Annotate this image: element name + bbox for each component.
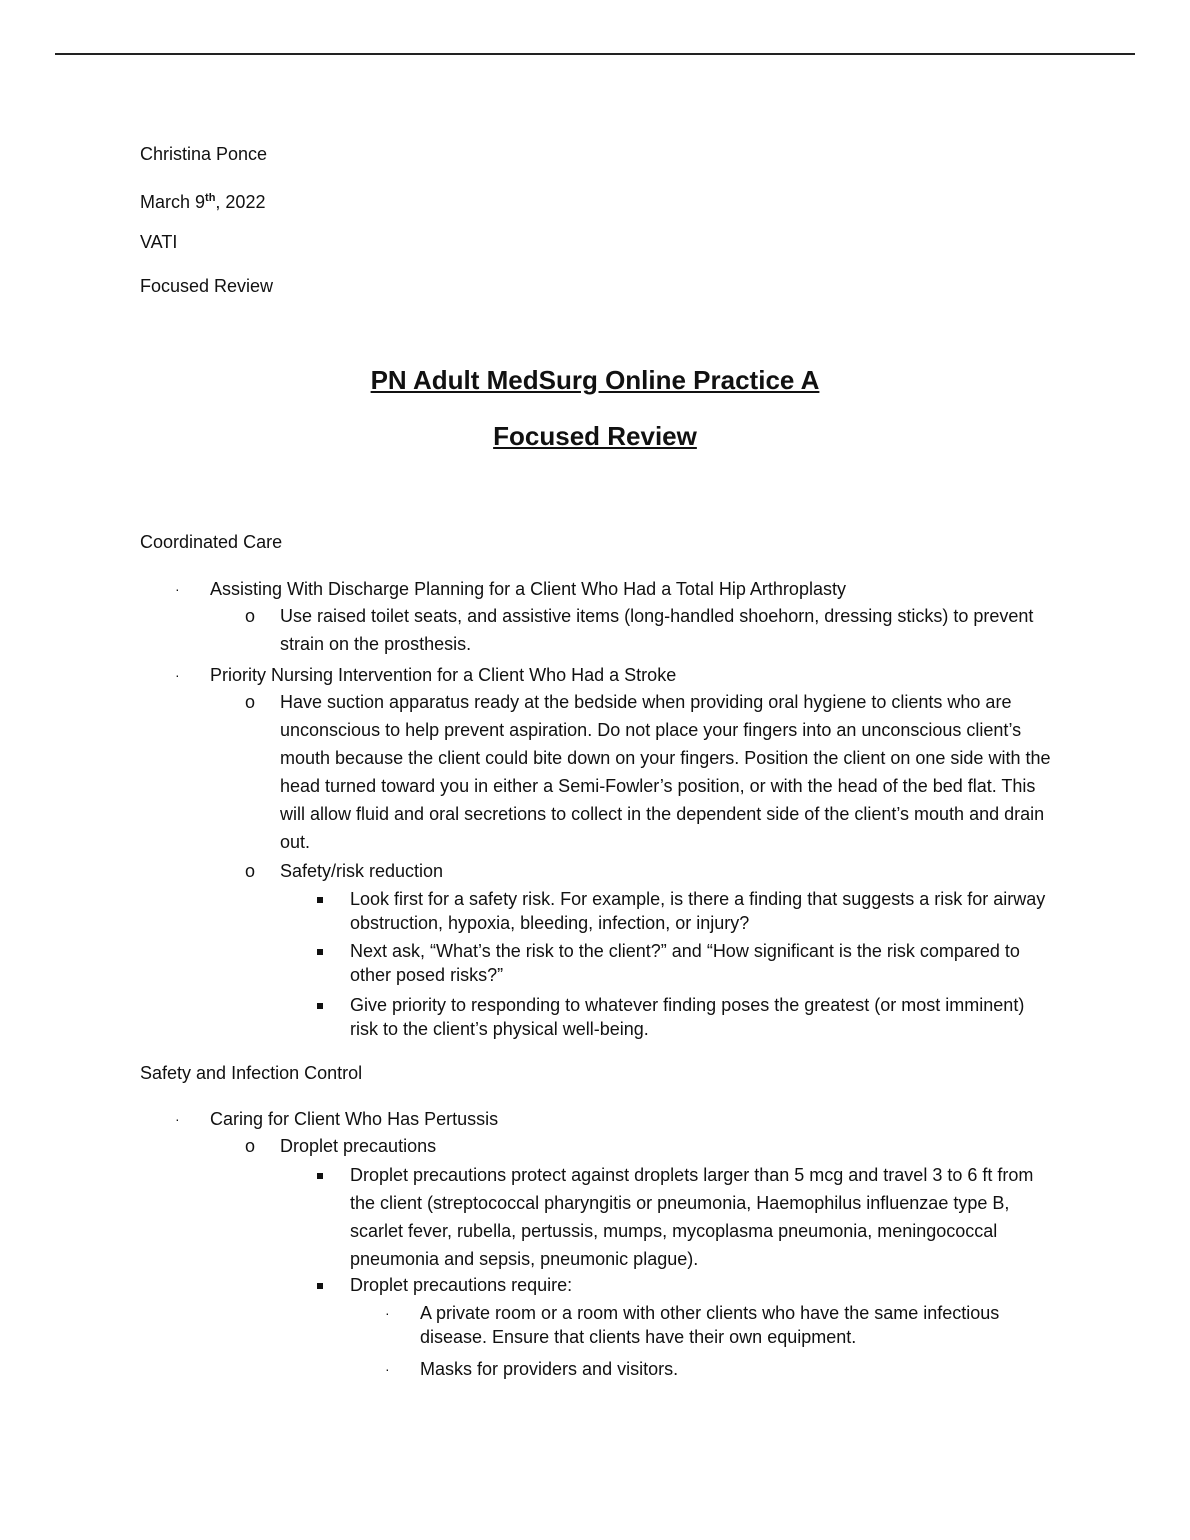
section-heading-coordinated-care: Coordinated Care: [140, 532, 283, 552]
assignment-name: Focused Review: [140, 276, 274, 296]
list-item: [245, 857, 1060, 885]
list-item-text: Droplet precautions protect against droplets larger than 5 mcg and travel 3 to 6 ft from the client (streptococcal pharyngitis or pneumonia, Haemophilus influenzae type B, scarlet fever, rubella, pertussis, mumps, mycoplasma pneumonia, meningococcal pneumonia and sepsis, pneumonic plague).: [350, 1165, 1034, 1269]
list-item-text: Priority Nursing Intervention for a Client Who Had a Stroke: [210, 665, 677, 685]
list-item-text: Droplet precautions: [280, 1136, 437, 1156]
list-item-text: Assisting With Discharge Planning for a Client Who Had a Total Hip Arthroplasty: [210, 579, 846, 599]
list-item-text: Caring for Client Who Has Pertussis: [210, 1109, 499, 1129]
list-item: [175, 1105, 1090, 1133]
square-bullet: [317, 939, 323, 963]
list-item-text: Use raised toilet seats, and assistive items (long-handled shoehorn, dressing sticks) to prevent strain on the prosthesis.: [280, 606, 1034, 654]
list-item: [175, 575, 1090, 603]
bullet-marker: o: [245, 861, 256, 881]
bullet-marker: ·: [385, 1361, 390, 1377]
bullet-marker: ·: [385, 1305, 390, 1321]
list-item-text: A private room or a room with other clients who have the same infectious disease. Ensure that clients have their own equipment.: [420, 1303, 1000, 1347]
list-item: [350, 887, 1050, 935]
bullet-marker: ·: [175, 1111, 180, 1127]
bullet-marker: o: [245, 692, 256, 712]
page-subtitle: Focused Review: [493, 421, 697, 451]
list-item-text: Droplet precautions require:: [350, 1275, 573, 1295]
list-item: [350, 1161, 1050, 1273]
list-item-text: Look first for a safety risk. For example, is there a finding that suggests a risk for airway obstruction, hypoxia, bleeding, infection, or injury?: [350, 889, 1046, 933]
list-item-text: Safety/risk reduction: [280, 861, 444, 881]
bullet-marker: o: [245, 1136, 256, 1156]
top-rule: [55, 53, 1135, 55]
square-bullet: [317, 993, 323, 1017]
list-item-text: Masks for providers and visitors.: [420, 1359, 679, 1379]
list-item-text: Give priority to responding to whatever finding poses the greatest (or most imminent) risk to the client’s physical well-being.: [350, 995, 1025, 1039]
square-bullet: [317, 1271, 323, 1299]
course-name: VATI: [140, 232, 178, 252]
list-item: [245, 602, 1070, 658]
list-item: [245, 1132, 1060, 1160]
list-item-text: Next ask, “What’s the risk to the client?” and “How significant is the risk compared to other posed risks?”: [350, 941, 1020, 985]
bullet-marker: ·: [175, 667, 180, 683]
list-item: [385, 1301, 1040, 1349]
square-bullet: [317, 887, 323, 911]
list-item: [245, 688, 1060, 856]
bullet-marker: ·: [175, 581, 180, 597]
list-item: [175, 661, 1090, 689]
list-item: [350, 1271, 1050, 1299]
page-title: PN Adult MedSurg Online Practice A: [370, 365, 820, 395]
list-item: [385, 1357, 1040, 1381]
date-prefix: March 9: [140, 192, 206, 212]
section-heading-safety-infection-control: Safety and Infection Control: [140, 1063, 363, 1083]
date-ordinal: th: [205, 192, 216, 204]
list-item: [350, 993, 1050, 1041]
bullet-marker: o: [245, 606, 256, 626]
date-suffix: , 2022: [215, 192, 266, 212]
square-bullet: [317, 1161, 323, 1189]
list-item: [350, 939, 1050, 987]
list-item-text: Have suction apparatus ready at the bedside when providing oral hygiene to clients who are unconscious to help prevent aspiration. Do not place your fingers into an unconscious client’s mouth because the client could bite down on your fingers. Position the client on one side with the head turned toward you in either a Semi-Fowler’s position, or with the head of the bed flat. This will allow fluid and oral secretions to collect in the dependent side of the client’s mouth and drain out.: [280, 692, 1051, 852]
document-date: [140, 187, 265, 213]
author-name: Christina Ponce: [140, 144, 268, 164]
